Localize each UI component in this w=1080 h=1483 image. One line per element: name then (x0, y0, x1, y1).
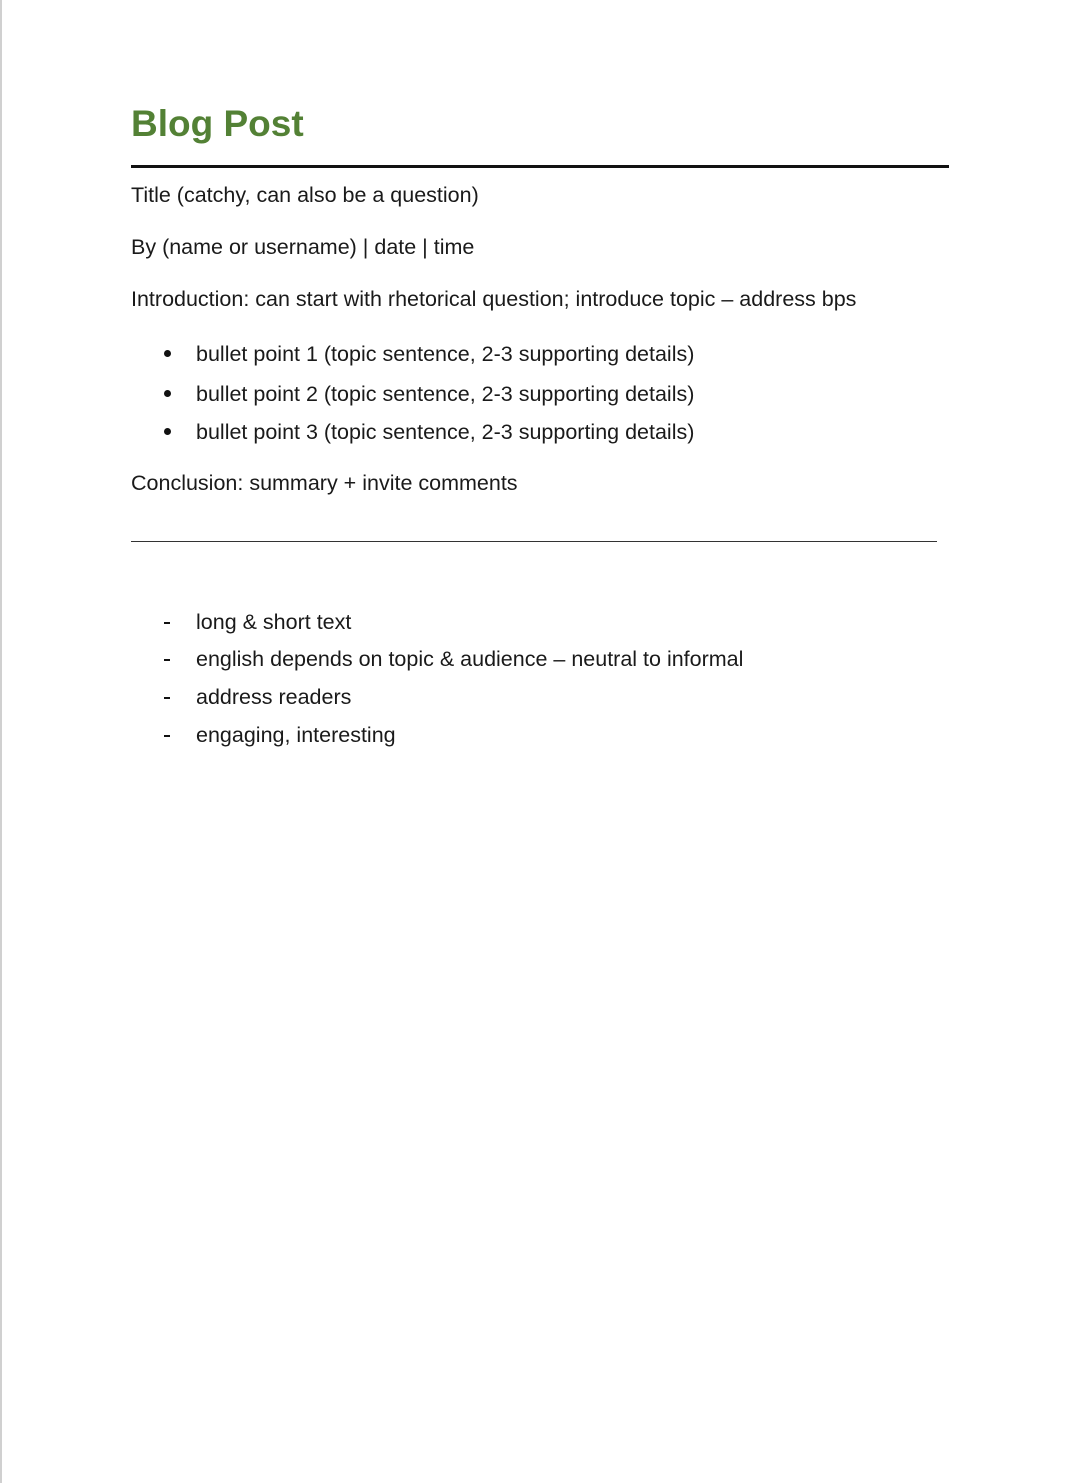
bullet-icon (164, 390, 171, 397)
dash-icon (164, 697, 170, 699)
list-item-text: english depends on topic & audience – neutral to informal (196, 647, 744, 671)
list-item-text: bullet point 2 (topic sentence, 2-3 supporting details) (196, 382, 695, 406)
list-item-text: bullet point 3 (topic sentence, 2-3 supporting details) (196, 420, 695, 444)
introduction-line: Introduction: can start with rhetorical question; introduce topic – address bps (131, 287, 857, 311)
list-item-text: engaging, interesting (196, 723, 396, 747)
section-divider (131, 541, 937, 542)
bullet-icon (164, 428, 171, 435)
dash-icon (164, 735, 170, 737)
list-item-text: address readers (196, 685, 352, 709)
conclusion-line: Conclusion: summary + invite comments (131, 471, 518, 495)
title-line: Title (catchy, can also be a question) (131, 183, 479, 207)
bullet-icon (164, 350, 171, 357)
byline: By (name or username) | date | time (131, 235, 475, 259)
title-underline-rule (131, 165, 949, 168)
dash-icon (164, 659, 170, 661)
page-title: Blog Post (131, 103, 304, 144)
dash-icon (164, 622, 170, 624)
list-item-text: bullet point 1 (topic sentence, 2-3 supporting details) (196, 342, 695, 366)
list-item-text: long & short text (196, 610, 352, 634)
page-left-edge (0, 0, 2, 1483)
